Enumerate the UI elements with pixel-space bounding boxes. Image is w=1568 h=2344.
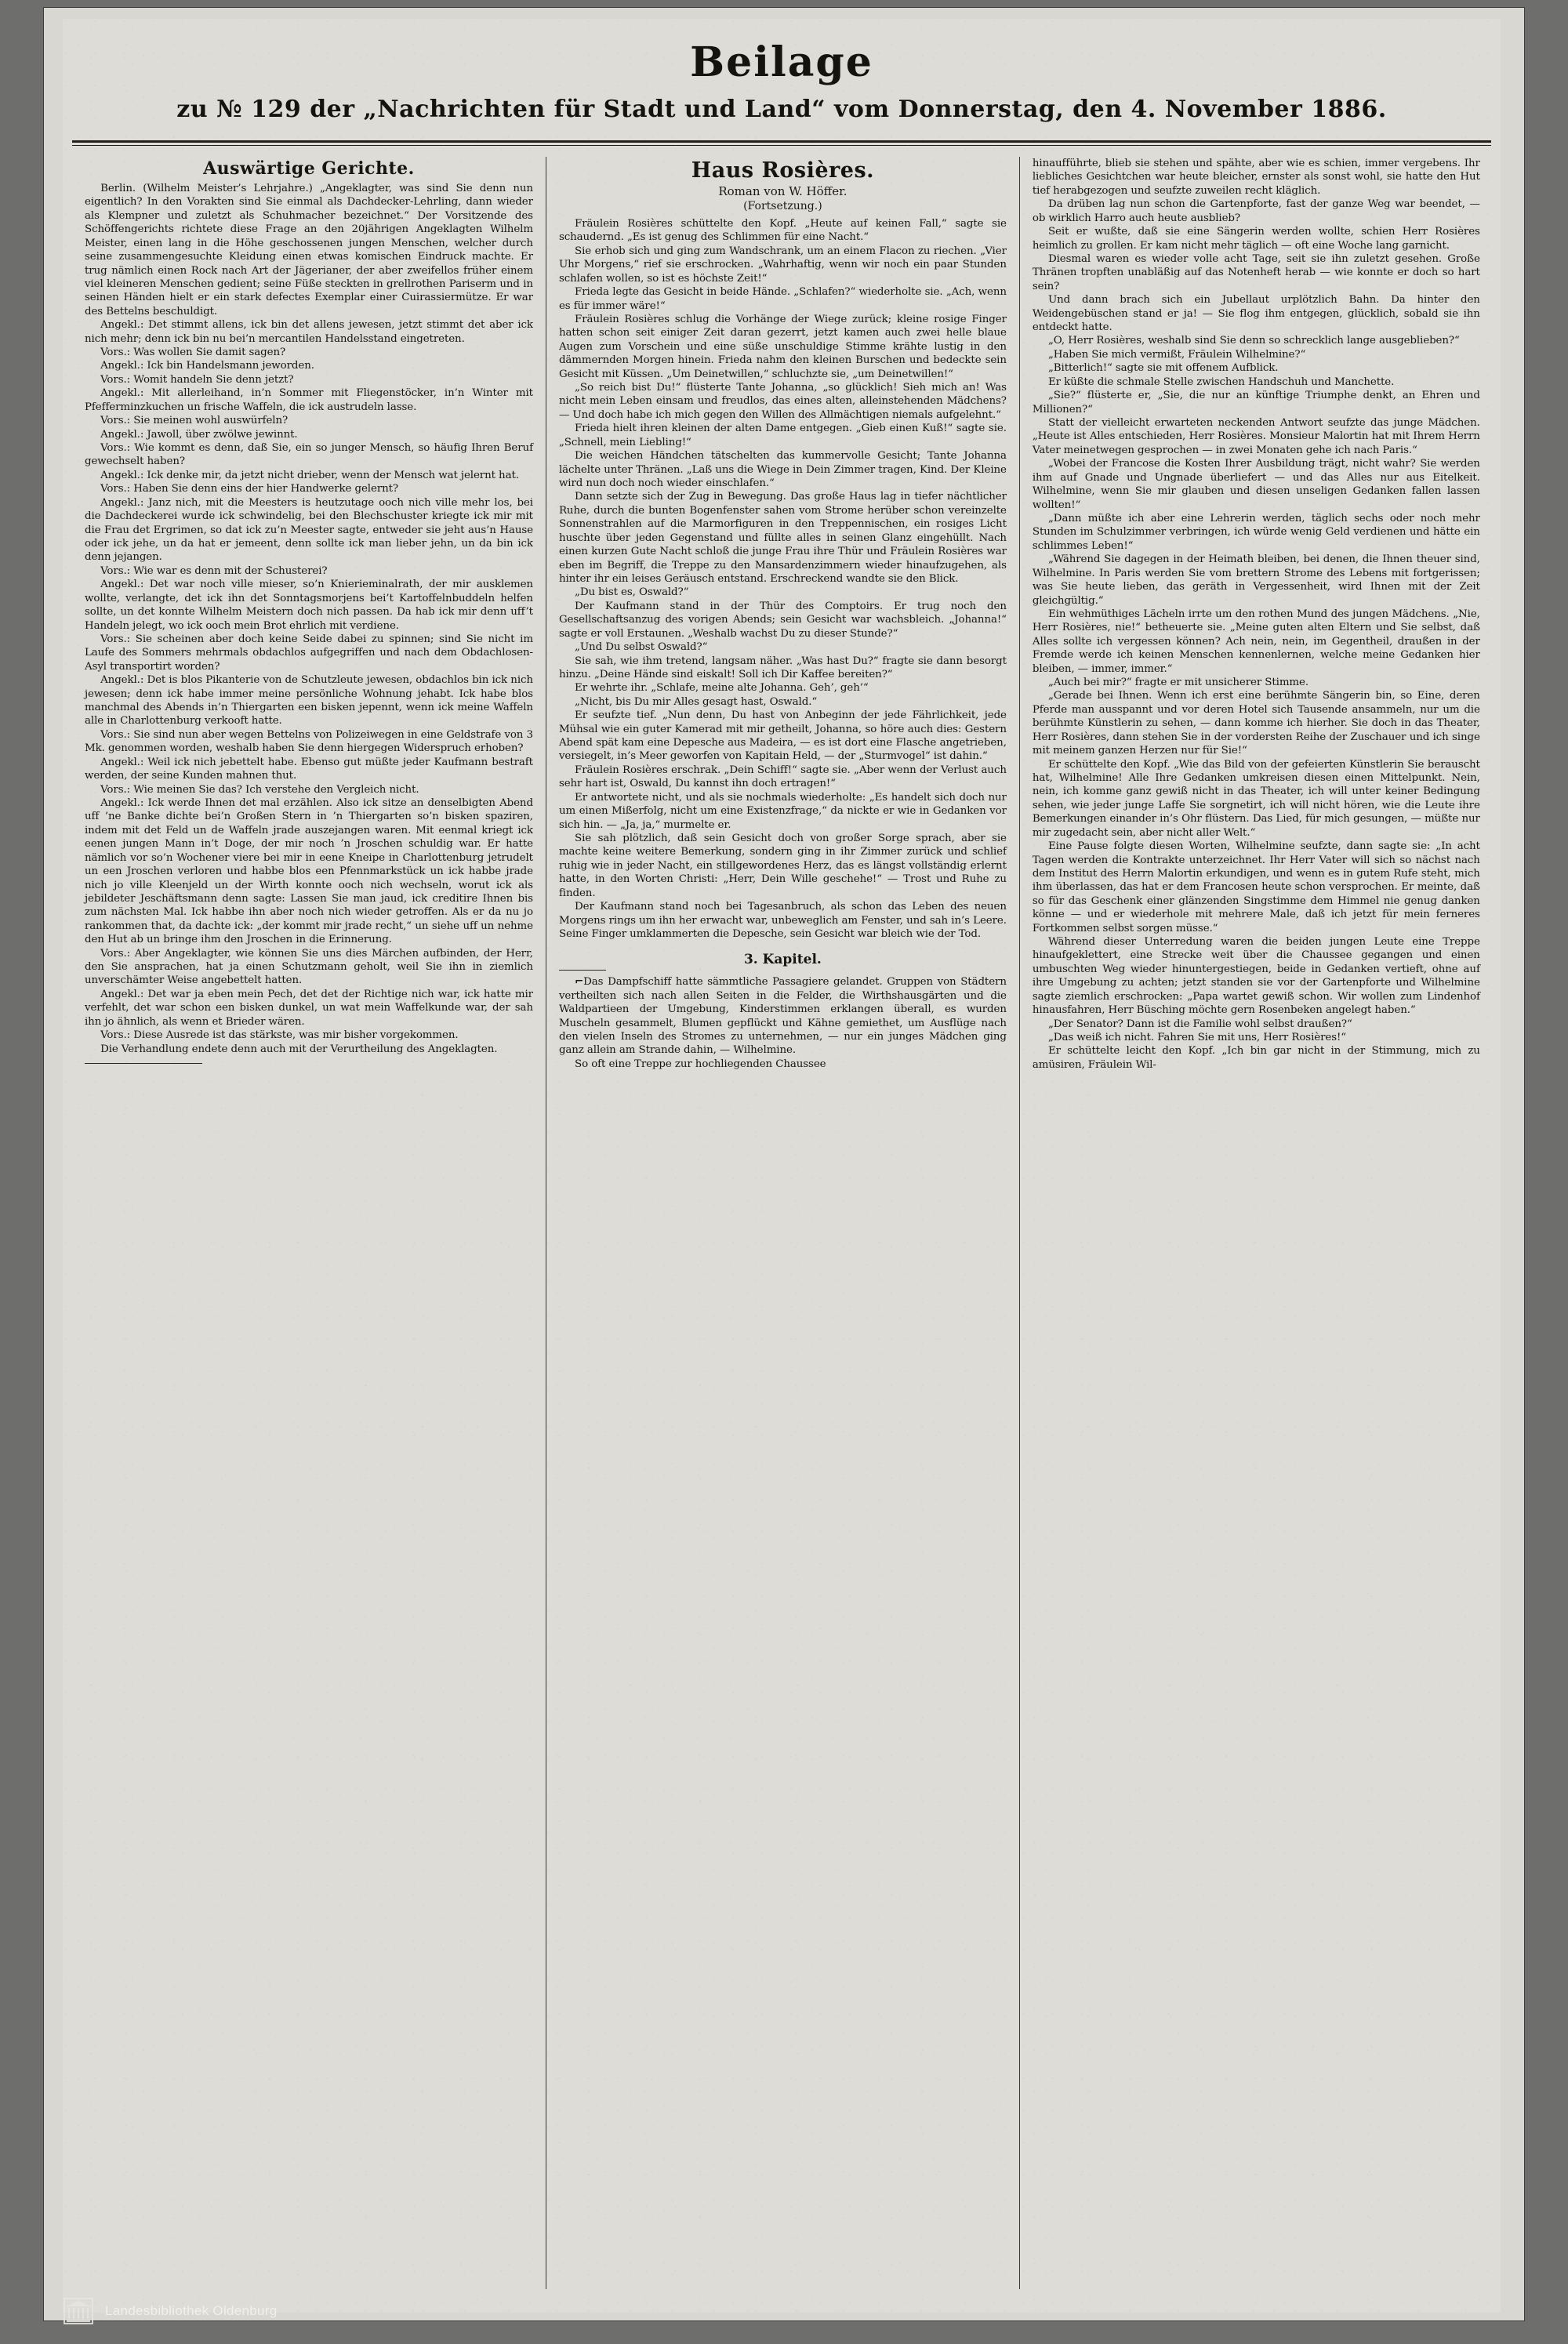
paragraph: Und dann brach sich ein Jubellaut urplötzlich Bahn. Da hinter den Weidengebüschen stand er ja! — Sie flog ihm entgegen, glücklich, sobald sie ihn entdeckt hatte. — [1032, 294, 1480, 334]
paragraph: Vors.: Wie war es denn mit der Schusterei? — [100, 564, 328, 577]
library-watermark — [63, 2295, 278, 2327]
paragraph: So oft eine Treppe zur hochliegenden Chaussee — [575, 1058, 826, 1070]
paragraph: Vors.: Womit handeln Sie denn jetzt? — [100, 373, 294, 386]
paragraph: Vors.: Was wollen Sie damit sagen? — [100, 347, 286, 359]
paragraph: „Während Sie dagegen in der Heimath bleiben, bei denen, die Ihnen theuer sind, Wilhelmine. In Paris werden Sie vom brettern Strome des Lebens mit fortgerissen; was Sie heute lieben, das geräth in Vergessenheit, wird Ihnen mit der Zeit gleichgültig.“ — [1032, 553, 1480, 607]
feuilleton-title: Haus Rosières. — [691, 158, 875, 183]
masthead-subline: zu № 129 der „Nachrichten für Stadt und Land“ vom Donnerstag, den 4. November 1886. — [176, 96, 1387, 123]
paragraph: Angekl.: Weil ick nich jebettelt habe. Ebenso gut müßte jeder Kaufmann bestraft werden, der seine Kunden mahnen thut. — [85, 756, 533, 782]
paragraph: Angekl.: Ick denke mir, da jetzt nicht drieber, wenn der Mensch wat jelernt hat. — [100, 469, 519, 481]
paragraph: „Das weiß ich nicht. Fahren Sie mit uns, Herr Rosières!“ — [1047, 1032, 1347, 1043]
paragraph: Er schüttelte den Kopf. „Wie das Bild von der gefeierten Künstlerin Sie berauscht hat, Wilhelmine! Alle Ihre Gedanken umkreisen diesen einen Mittelpunkt. Nein, nein, ich komme ganz gewiß nicht in das Theater, ich will unter keiner Bedingung sehen, wie jeder junge Laffe Sie sorgnetirt, ich will nicht hören, wie die Leute ihre Bemerkungen einander in’s Ohr flüstern. Das Lied, für mich gesungen, — müßte nur mir zugedacht sein, aber nicht aller Welt.“ — [1032, 758, 1480, 839]
column-end-rule — [85, 1063, 202, 1064]
paragraph: „Gerade bei Ihnen. Wenn ich erst eine berühmte Sängerin bin, so Eine, deren Pferde man ausspannt und vor deren Hotel sich Tausende ansammeln, nur um die berühmte Künstlerin zu sehen, — dann komme ich hierher. Sie doch in das Theater, Herr Rosières, dann stehen Sie in der vordersten Reihe der Zuschauer und ich singe mit meinem ganzen Herzen nur für Sie!“ — [1032, 690, 1480, 757]
paragraph: Während dieser Unterredung waren die beiden jungen Leute eine Treppe hinaufgeklettert, eine Strecke weit über die Chaussee gegangen und einen umbuschten Weg wieder hinuntergestiegen, beide in Gedanken vertieft, ohne auf ihre Umgebung zu achten; jetzt standen sie vor der Gartenpforte und Wilhelmine sagte ziemlich erschrocken: „Papa wartet gewiß schon. Wir wollen zum Lindenhof hinausfahren, Herr Büsching möchte gern Rosenbeken angelegt haben.“ — [1032, 936, 1480, 1017]
section-heading-auswaertige-gerichte: Auswärtige Gerichte. — [203, 158, 415, 179]
paragraph: Vors.: Wie meinen Sie das? Ich verstehe den Vergleich nicht. — [100, 783, 419, 796]
paragraph: Vors.: Wie kommt es denn, daß Sie, ein so junger Mensch, so häufig Ihren Beruf gewechselt haben? — [85, 442, 533, 468]
paragraph: Er schüttelte leicht den Kopf. „Ich bin gar nicht in der Stimmung, mich zu amüsiren, Fräulein Wil- — [1032, 1045, 1480, 1071]
masthead-rule-thick — [72, 140, 1491, 143]
chapter-rule — [559, 970, 606, 971]
paper-content-area — [63, 19, 1501, 2313]
paragraph: „Der Senator? Dann ist die Familie wohl selbst draußen?“ — [1047, 1018, 1352, 1030]
paragraph: „O, Herr Rosières, weshalb sind Sie denn so schrecklich lange ausgeblieben?“ — [1047, 335, 1460, 347]
chapter-heading: 3. Kapitel. — [743, 952, 822, 968]
paragraph: „Haben Sie mich vermißt, Fräulein Wilhelmine?“ — [1047, 348, 1306, 361]
scanned-paper — [44, 8, 1524, 2320]
paragraph: Angekl.: Ick bin Handelsmann jeworden. — [100, 360, 314, 372]
paragraph — [559, 975, 1007, 1058]
paragraph: Angekl.: Det war noch ville mieser, so’n Knierieminalrath, der mir ausklemen wollte, verlangte, det ick ihn det Sonntagsmorjens bei’t Kartoffelnbuddeln helfen sollte, un det konnte Wilhelm Meistern doch nich passen. Da hab ick mir denn uff’t Handeln jelegt, wo ick ooch mein Brot ehrlich mit verdiene. — [85, 579, 533, 632]
paragraph: Da drüben lag nun schon die Gartenpforte, fast der ganze Weg war beendet, — ob wirklich Harro auch heute ausblieb? — [1032, 198, 1480, 224]
paragraph: Eine Pause folgte diesen Worten, Wilhelmine seufzte, dann sagte sie: „In acht Tagen werden die Kontrakte unterzeichnet. Ihr Herr Vater will sich so nächst nach dem Institut des Herrn Malortin erkundigen, und wenn es in gutem Rufe steht, mich ihm überlassen, das hat er dem Francosen heute schon versprochen. Er meinte, daß so für das Geschenk einer glänzenden Singstimme dem Himmel nie genug danken könne — und er wiederhole mit mehrere Male, daß ich jetzt für mein ferneres Fortkommen selbst sorgen müsse.“ — [1032, 840, 1480, 934]
paragraph: Die Verhandlung endete denn auch mit der Verurtheilung des Angeklagten. — [100, 1043, 498, 1055]
paragraph: Dann setzte sich der Zug in Bewegung. Das große Haus lag in tiefer nächtlicher Ruhe, durch die bunten Bogenfenster sahen vom Strome herüber schon vereinzelte Sonnenstrahlen auf die Marmorfiguren in den Treppennischen, ein rosiges Licht huschte über jeden Gegenstand und füllte alles in seinen Glanz eingehüllt. Nach einen kurzen Gute Nacht schloß die junge Frau ihre Thür und Fräulein Rosières war eben im Begriff, die Treppe zu den Mansardenzimmern wieder hinaufzugehen, als hinter ihr ein leises Geräusch entstand. Erschreckend wandte sie den Blick. — [558, 491, 1007, 585]
paragraph: Der Kaufmann stand in der Thür des Comptoirs. Er trug noch den Gesellschaftsanzug des vorigen Abends; sein Gesicht war wachsbleich. „Johanna!“ sagte er voll Erstaunen. „Weshalb wachst Du zu dieser Stunde?“ — [558, 600, 1007, 640]
paragraph: Fräulein Rosières schlug die Vorhänge der Wiege zurück; kleine rosige Finger hatten schon seit einiger Zeit daran gezerrt, jetzt kamen auch zwei helle blaue Augen zum Vorschein und eine süße unschuldige Stimme krähte lustig in den dämmernden Morgen hinein. Frieda nahm den kleinen Burschen und bedeckte sein Gesicht mit Küssen. „Um Deinetwillen,“ schluchzte sie, „um Deinetwillen!“ — [558, 313, 1007, 380]
paragraph: Angekl.: Jawoll, über zwölwe jewinnt. — [100, 428, 298, 441]
paragraph: „Bitterlich!“ sagte sie mit offenem Aufblick. — [1047, 362, 1279, 375]
paragraph: Vors.: Aber Angeklagter, wie können Sie uns dies Märchen aufbinden, der Herr, den Sie ansprachen, hat ja einen Schutzmann geholt, weil Sie ihn in ziemlich unverschämter Weise angebettelt hatten. — [85, 947, 533, 987]
column-middle — [546, 157, 1019, 2289]
paragraph: Angekl.: Janz nich, mit die Meesters is heutzutage ooch nich ville mehr los, bei die Dachdeckerei wurde ick schwindelig, bei den Blechschuster kriegte ick mir mit die Frau det Ergrimen, so dat ick zu’n Meester sagte, entweder sie jeht aus’n Hause oder ick jehe, un da hat er jemeent, denn sollte ick man lieber jehn, un da bin ick denn jejangen. — [85, 496, 533, 564]
library-name: Landesbibliothek Oldenburg — [105, 2303, 278, 2318]
paragraph: Er küßte die schmale Stelle zwischen Handschuh und Manchette. — [1047, 376, 1395, 388]
paragraph: Sie sah, wie ihm tretend, langsam näher. „Was hast Du?“ fragte sie dann besorgt hinzu. „Deine Hände sind eiskalt! Soll ich Dir Kaffee bereiten?“ — [558, 655, 1007, 680]
paragraph: Vors.: Haben Sie denn eins der hier Handwerke gelernt? — [100, 483, 399, 495]
paragraph-text: Das Dampfschiff hatte sämmtliche Passagiere gelandet. Gruppen von Städtern vertheilten sich nach allen Seiten in die Felder, die Wirthshausgärten und die Waldpartieen der Umgebung, Kinderstimmen erklangen überall, es wurden Muscheln gesammelt, Blumen gepflückt und Kähne gemiethet, um Ausflüge nach den vielen Inseln des Stromes zu unternehmen, — nur ein junges Mädchen ging ganz allein am Strande dahin, — Wilhelmine. — [558, 976, 1007, 1057]
paragraph: hinaufführte, blieb sie stehen und spähte, aber wie es schien, immer vergebens. Ihr liebliches Gesichtchen war heute bleicher, ernster als sonst wohl, sie hatte den Hut tief herabgezogen und seufzte zuweilen recht kläglich. — [1032, 158, 1480, 197]
paragraph: Diesmal waren es wieder volle acht Tage, seit sie ihn zuletzt gesehen. Große Thränen tropften unabläßig auf das Notenheft herab — wie konnte er doch so hart sein? — [1032, 252, 1480, 292]
paragraph: Fräulein Rosières erschrak. „Dein Schiff!“ sagte sie. „Aber wenn der Verlust auch sehr hart ist, Oswald, Du kannst ihn doch ertragen!“ — [558, 764, 1007, 790]
paragraph: Angekl.: Ick werde Ihnen det mal erzählen. Also ick sitze an denselbigten Abend uff ’ne Banke dichte bei’n Großen Stern in ’n Thiergarten so’n bisken spaziren, indem mit det Feld un de Waffeln jrade auszejangen waren. Mit eenmal kriegt ick eenen jungen Mann in’t Doge, der mir noch ’n Jroschen schuldig war. Er hatte nämlich vor so’n Wochener viere bei mir in eene Kneipe in Charlottenburg jetrudelt un een Jroschen verloren und habbe blos een Pfennmarkstück un ick habbe jrade nich jo ville Kleenjeld un der Wirth konnte ooch nich wechseln, worut ick als jebildeter Jeschäftsmann denn sagte: Lassen Sie man jaud, ick creditire Ihnen bis zum nächsten Mal. Ick habbe ihn aber noch nich wieder getroffen. Als er da nu jo rankommen that, da dachte ick: „der kommt mir jrade recht,“ un siehe uff un nehme den Hut ab un bringe ihm den Jroschen in die Erinnerung. — [85, 796, 533, 946]
library-building-icon — [63, 2295, 94, 2327]
paragraph: Berlin. (Wilhelm Meister’s Lehrjahre.) „Angeklagter, was sind Sie denn nun eigentlich? In den Vorakten sind Sie einmal als Dachdecker-Lehrling, dann wieder als Klempner und zuletzt als Schuhmacher bezeichnet.“ Der Vorsitzende des Schöffengerichts richtete diese Frage an den 20jährigen Angeklagten Wilhelm Meister, einen lang in die Höhe geschossenen jungen Menschen, welcher durch seine zusammengesuchte Kleidung einen etwas komischen Eindruck machte. Er trug nämlich einen Rock nach Art der Jägerianer, der aber zweifellos früher einem viel kleineren Menschen gedient; seine Füße steckten in grellrothen Pariserm und in seinen Händen hielt er ein stark defectes Exemplar einer Cuirassiermütze. Er war des Bettelns beschuldigt. — [85, 183, 533, 317]
page-title: Beilage — [690, 38, 873, 86]
paragraph: „Und Du selbst Oswald?“ — [575, 641, 708, 654]
paragraph: Die weichen Händchen tätschelten das kummervolle Gesicht; Tante Johanna lächelte unter Thränen. „Laß uns die Wiege in Dein Zimmer tragen, Kind. Der Kleine wird nun doch noch wieder einschlafen.“ — [558, 450, 1007, 490]
paragraph: Er wehrte ihr. „Schlafe, meine alte Johanna. Geh’, geh’“ — [575, 682, 869, 695]
paragraph: Er antwortete nicht, und als sie nochmals wiederholte: „Es handelt sich doch nur um einen Mißerfolg, nicht um eine Existenzfrage,“ da nickte er wie in Gedanken vor sich hin. — „Ja, ja,“ murmelte er. — [558, 791, 1007, 831]
columns-container — [72, 157, 1493, 2289]
column-right — [1019, 157, 1493, 2289]
paragraph: Statt der vielleicht erwarteten neckenden Antwort seufzte das junge Mädchen. „Heute ist Alles entschieden, Herr Rosières. Monsieur Malortin hat mit Ihrem Herrn Vater meinetwegen gesprochen — in zwei Monaten gehe ich nach Paris.“ — [1032, 417, 1480, 456]
paragraph: Sie sah plötzlich, daß sein Gesicht doch von großer Sorge sprach, aber sie machte keine weitere Bemerkung, sondern ging in ihr Zimmer zurück und schlief ruhig wie in jeder Nacht, ein stillgewordenes Herz, das es längst vollständig erlernt hatte, in den Worten Christi: „Herr, Dein Wille geschehe!“ — Trost und Ruhe zu finden. — [558, 832, 1007, 899]
paragraph: „Sie?“ flüsterte er, „Sie, die nur an künftige Triumphe denkt, an Ehren und Millionen?“ — [1032, 390, 1480, 415]
paragraph: Der Kaufmann stand noch bei Tagesanbruch, als schon das Leben des neuen Morgens rings um ihn her erwacht war, unbeweglich am Fenster, und sah in’s Leere. Seine Finger umklammerten die Depesche, sein Gesicht war bleich wie der Tod. — [558, 901, 1007, 940]
paragraph: Vors.: Diese Ausrede ist das stärkste, was mir bisher vorgekommen. — [100, 1029, 459, 1042]
paragraph: Frieda hielt ihren kleinen der alten Dame entgegen. „Gieb einen Kuß!“ sagte sie. „Schnell, mein Liebling!“ — [558, 423, 1007, 448]
paragraph: Vors.: Sie sind nun aber wegen Bettelns von Polizeiwegen in eine Geldstrafe von 3 Mk. genommen worden, weshalb haben Sie denn hiergegen Widerspruch erhoben? — [85, 728, 533, 755]
feuilleton-byline: Roman von W. Höffer. — [718, 184, 848, 198]
paragraph: Ein wehmüthiges Lächeln irrte um den rothen Mund des jungen Mädchens. „Nie, Herr Rosières, nie!“ betheuerte sie. „Meine guten alten Eltern und Sie selbst, daß Alles sollte ich vergessen können? Ach nein, nein, im Gegentheil, draußen in der Fremde werde ich keinen Menschen kennenlernen, welche meine Gedanken hier bleiben, — immer, immer.“ — [1032, 608, 1480, 675]
paragraph: „Auch bei mir?“ fragte er mit unsicherer Stimme. — [1047, 677, 1309, 689]
paragraph-marker: ⌐ — [575, 975, 584, 989]
paragraph: Er seufzte tief. „Nun denn, Du hast von Anbeginn der jede Fährlichkeit, jede Mühsal wie ein guter Kamerad mit mir getheilt, Johanna, so höre auch dies: Gestern Abend spät kam eine Depesche aus Madeira, — es ist dort eine Flasche angetrieben, versiegelt, in’s Meer geworfen von Kapitain Held, — der „Sturmvogel“ ist dahin.“ — [558, 709, 1007, 763]
paragraph: Vors.: Sie meinen wohl auswürfeln? — [100, 415, 289, 427]
paragraph: Vors.: Sie scheinen aber doch keine Seide dabei zu spinnen; sind Sie nicht im Laufe des Sommers mehrmals obdachlos aufgegriffen und nach dem Obdachlosen-Asyl transportirt worden? — [85, 633, 533, 673]
paragraph: Sie erhob sich und ging zum Wandschrank, um an einem Flacon zu riechen. „Vier Uhr Morgens,“ rief sie erschrocken. „Wahrhaftig, wenn wir noch ein paar Stunden schlafen wollen, so ist es höchste Zeit!“ — [558, 245, 1007, 285]
feuilleton-continued: (Fortsetzung.) — [743, 200, 822, 212]
paragraph: „So reich bist Du!“ flüsterte Tante Johanna, „so glücklich! Sieh mich an! Was nicht mein Leben einsam und freudlos, das eines alten, alleinstehenden Mädchens? — Und doch habe ich mich gegen den Willen des Allmächtigen niemals aufgelehnt.“ — [558, 382, 1007, 421]
paragraph: „Nicht, bis Du mir Alles gesagt hast, Oswald.“ — [575, 695, 818, 708]
paragraph: Angekl.: Mit allerleihand, in’n Sommer mit Fliegenstöcker, in’n Winter mit Pfefferminzkuchen un frische Waffeln, die ick austrudeln lasse. — [85, 387, 533, 413]
column-left — [72, 157, 546, 2289]
paragraph: Angekl.: Det stimmt allens, ick bin det allens jewesen, jetzt stimmt det aber ick nich mehr; denn ick bin nu bei’n mercantilen Handelsstand eingetreten. — [85, 319, 533, 345]
paragraph: Angekl.: Det war ja eben mein Pech, det det der Richtige nich war, ick hatte mir verfehlt, det war schon een bisken dunkel, un wat mein Waffelkunde war, der sah ihn jo ähnlich, als wenn et Brieder wären. — [85, 988, 533, 1028]
paragraph: „Dann müßte ich aber eine Lehrerin werden, täglich sechs oder noch mehr Stunden im Schulzimmer verbringen, ich würde wenig Geld verdienen und hätte ein schlimmes Leben!“ — [1032, 512, 1480, 552]
paragraph: Seit er wußte, daß sie eine Sängerin werden wollte, schien Herr Rosières heimlich zu grollen. Er kam nicht mehr täglich — oft eine Woche lang garnicht. — [1032, 226, 1480, 252]
paragraph: Angekl.: Det is blos Pikanterie von de Schutzleute jewesen, obdachlos bin ick nich jewesen; denn ick habe immer meine persönliche Wohnung jehabt. Ick habe blos manchmal des Abends in’n Thiergarten een bisken jepennt, wenn ick meine Waffeln alle in Charlottenburg verkooft hatte. — [85, 674, 533, 728]
paragraph: „Du bist es, Oswald?“ — [575, 586, 689, 599]
paragraph: Fräulein Rosières schüttelte den Kopf. „Heute auf keinen Fall,“ sagte sie schaudernd. „Es ist genug des Schlimmen für eine Nacht.“ — [558, 218, 1007, 244]
masthead-rule-thin — [72, 145, 1491, 146]
paragraph: Frieda legte das Gesicht in beide Hände. „Schlafen?“ wiederholte sie. „Ach, wenn es für immer wäre!“ — [558, 286, 1007, 312]
paragraph: „Wobei der Francose die Kosten Ihrer Ausbildung trägt, nicht wahr? Sie werden ihm auf Gnade und Ungnade überliefert — und das Alles nur aus Eitelkeit. Wilhelmine, wenn Sie mir glauben und diesen unseligen Gedanken fallen lassen wollten!“ — [1032, 458, 1480, 511]
masthead — [63, 19, 1501, 126]
